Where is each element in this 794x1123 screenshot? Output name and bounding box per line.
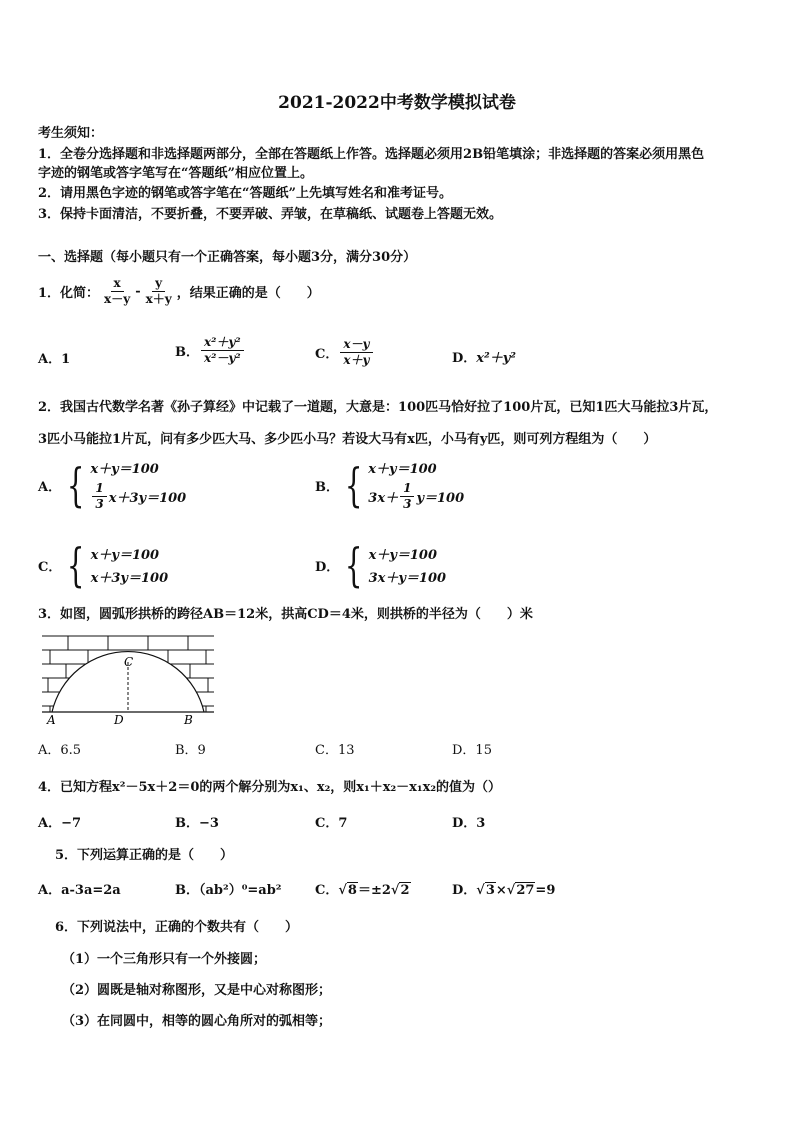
q2-option-a: A． { x＋y＝100 $\frac{1}{3}$ x＋3y＝100 [38, 458, 187, 512]
q1-fraction-1: $\frac{x}{x-y}$ [104, 276, 131, 306]
q2-line-2: 3匹小马能拉1片瓦，问有多少匹大马、多少匹小马？若设大马有x匹，小马有y匹，则可列方程组为（ ） [38, 432, 657, 447]
q1-option-c: C． $\frac{x-y}{x+y}$ [315, 337, 375, 368]
arch-label-d: D [114, 713, 124, 726]
notice-item-1-cont: 字迹的钢笔或答字笔写在“答题纸”相应位置上。 [38, 166, 313, 181]
q2-line-1: 2．我国古代数学名著《孙子算经》中记载了一道题，大意是：100匹马恰好拉了100片瓦，已知1匹大马能拉3片瓦， [38, 400, 718, 415]
q1-option-d: D．x²＋y² [452, 351, 516, 366]
q1-fraction-2: $\frac{y}{x+y}$ [145, 276, 172, 306]
q2-option-c: C． { x＋y＝100 x＋3y＝100 [38, 538, 169, 592]
q5-text: 5．下列运算正确的是（ ） [55, 848, 234, 863]
notice-heading: 考生须知： [38, 126, 104, 141]
q6-statement-3: （3）在同圆中，相等的圆心角所对的弧相等； [62, 1014, 332, 1029]
arch-label-b: B [184, 713, 193, 726]
q1-prefix: 1．化简： [38, 286, 100, 301]
q3-option-c: C．13 [315, 743, 355, 758]
q6-text: 6．下列说法中，正确的个数共有（ ） [55, 920, 299, 935]
notice-item-3: 3．保持卡面清洁，不要折叠，不要弄破、弄皱，在草稿纸、试题卷上答题无效。 [38, 207, 503, 222]
q4-option-d: D．3 [452, 816, 486, 831]
q1-option-b: B． $\frac{\text{x²＋y²}}{\text{x²－y²}}$ [175, 335, 246, 366]
notice-item-2: 2．请用黑色字迹的钢笔或答字笔在“答题纸”上先填写姓名和准考证号。 [38, 186, 453, 201]
q1-minus: - [135, 284, 141, 299]
q4-text: 4．已知方程x²－5x＋2＝0的两个解分别为x₁、x₂，则x₁＋x₂－x₁x₂的值为（） [38, 780, 502, 795]
arch-bridge-figure [38, 632, 218, 726]
question-1 [38, 276, 320, 307]
q5-option-b: B．（ab²）⁰=ab² [175, 883, 282, 898]
arch-label-a: A [47, 713, 56, 726]
arch-label-c: C [124, 655, 134, 669]
q4-option-a: A．−7 [38, 816, 82, 831]
notice-item-1: 1．全卷分选择题和非选择题两部分，全部在答题纸上作答。选择题必须用2B铅笔填涂；非选择题的答案必须用黑色 [38, 147, 705, 162]
q4-option-c: C．7 [315, 816, 348, 831]
q5-option-d: D．√3×√27=9 [452, 883, 556, 898]
q6-statement-2: （2）圆既是轴对称图形，又是中心对称图形； [62, 983, 332, 998]
q3-option-a: A．6.5 [38, 743, 82, 758]
q3-text: 3．如图，圆弧形拱桥的跨径AB＝12米，拱高CD＝4米，则拱桥的半径为（ ）米 [38, 607, 533, 622]
section-heading: 一、选择题（每小题只有一个正确答案，每小题3分，满分30分） [38, 250, 417, 265]
page-title: 2021-2022中考数学模拟试卷 [278, 93, 516, 113]
q3-option-b: B．9 [175, 743, 206, 758]
q1-suffix: ，结果正确的是（ ） [176, 286, 320, 301]
q4-option-b: B．−3 [175, 816, 219, 831]
q3-option-d: D．15 [452, 743, 492, 758]
q2-option-d: D． { x＋y＝100 3x＋y＝100 [315, 538, 447, 592]
q2-option-b: B． { x＋y＝100 3x＋ $\frac{1}{3}$ y＝100 [315, 458, 465, 512]
q1-option-a: A．1 [38, 352, 71, 367]
q6-statement-1: （1）一个三角形只有一个外接圆； [62, 952, 267, 967]
q5-option-a: A．a-3a=2a [38, 883, 121, 898]
q5-option-c: C．√8＝±2√2 [315, 883, 410, 898]
